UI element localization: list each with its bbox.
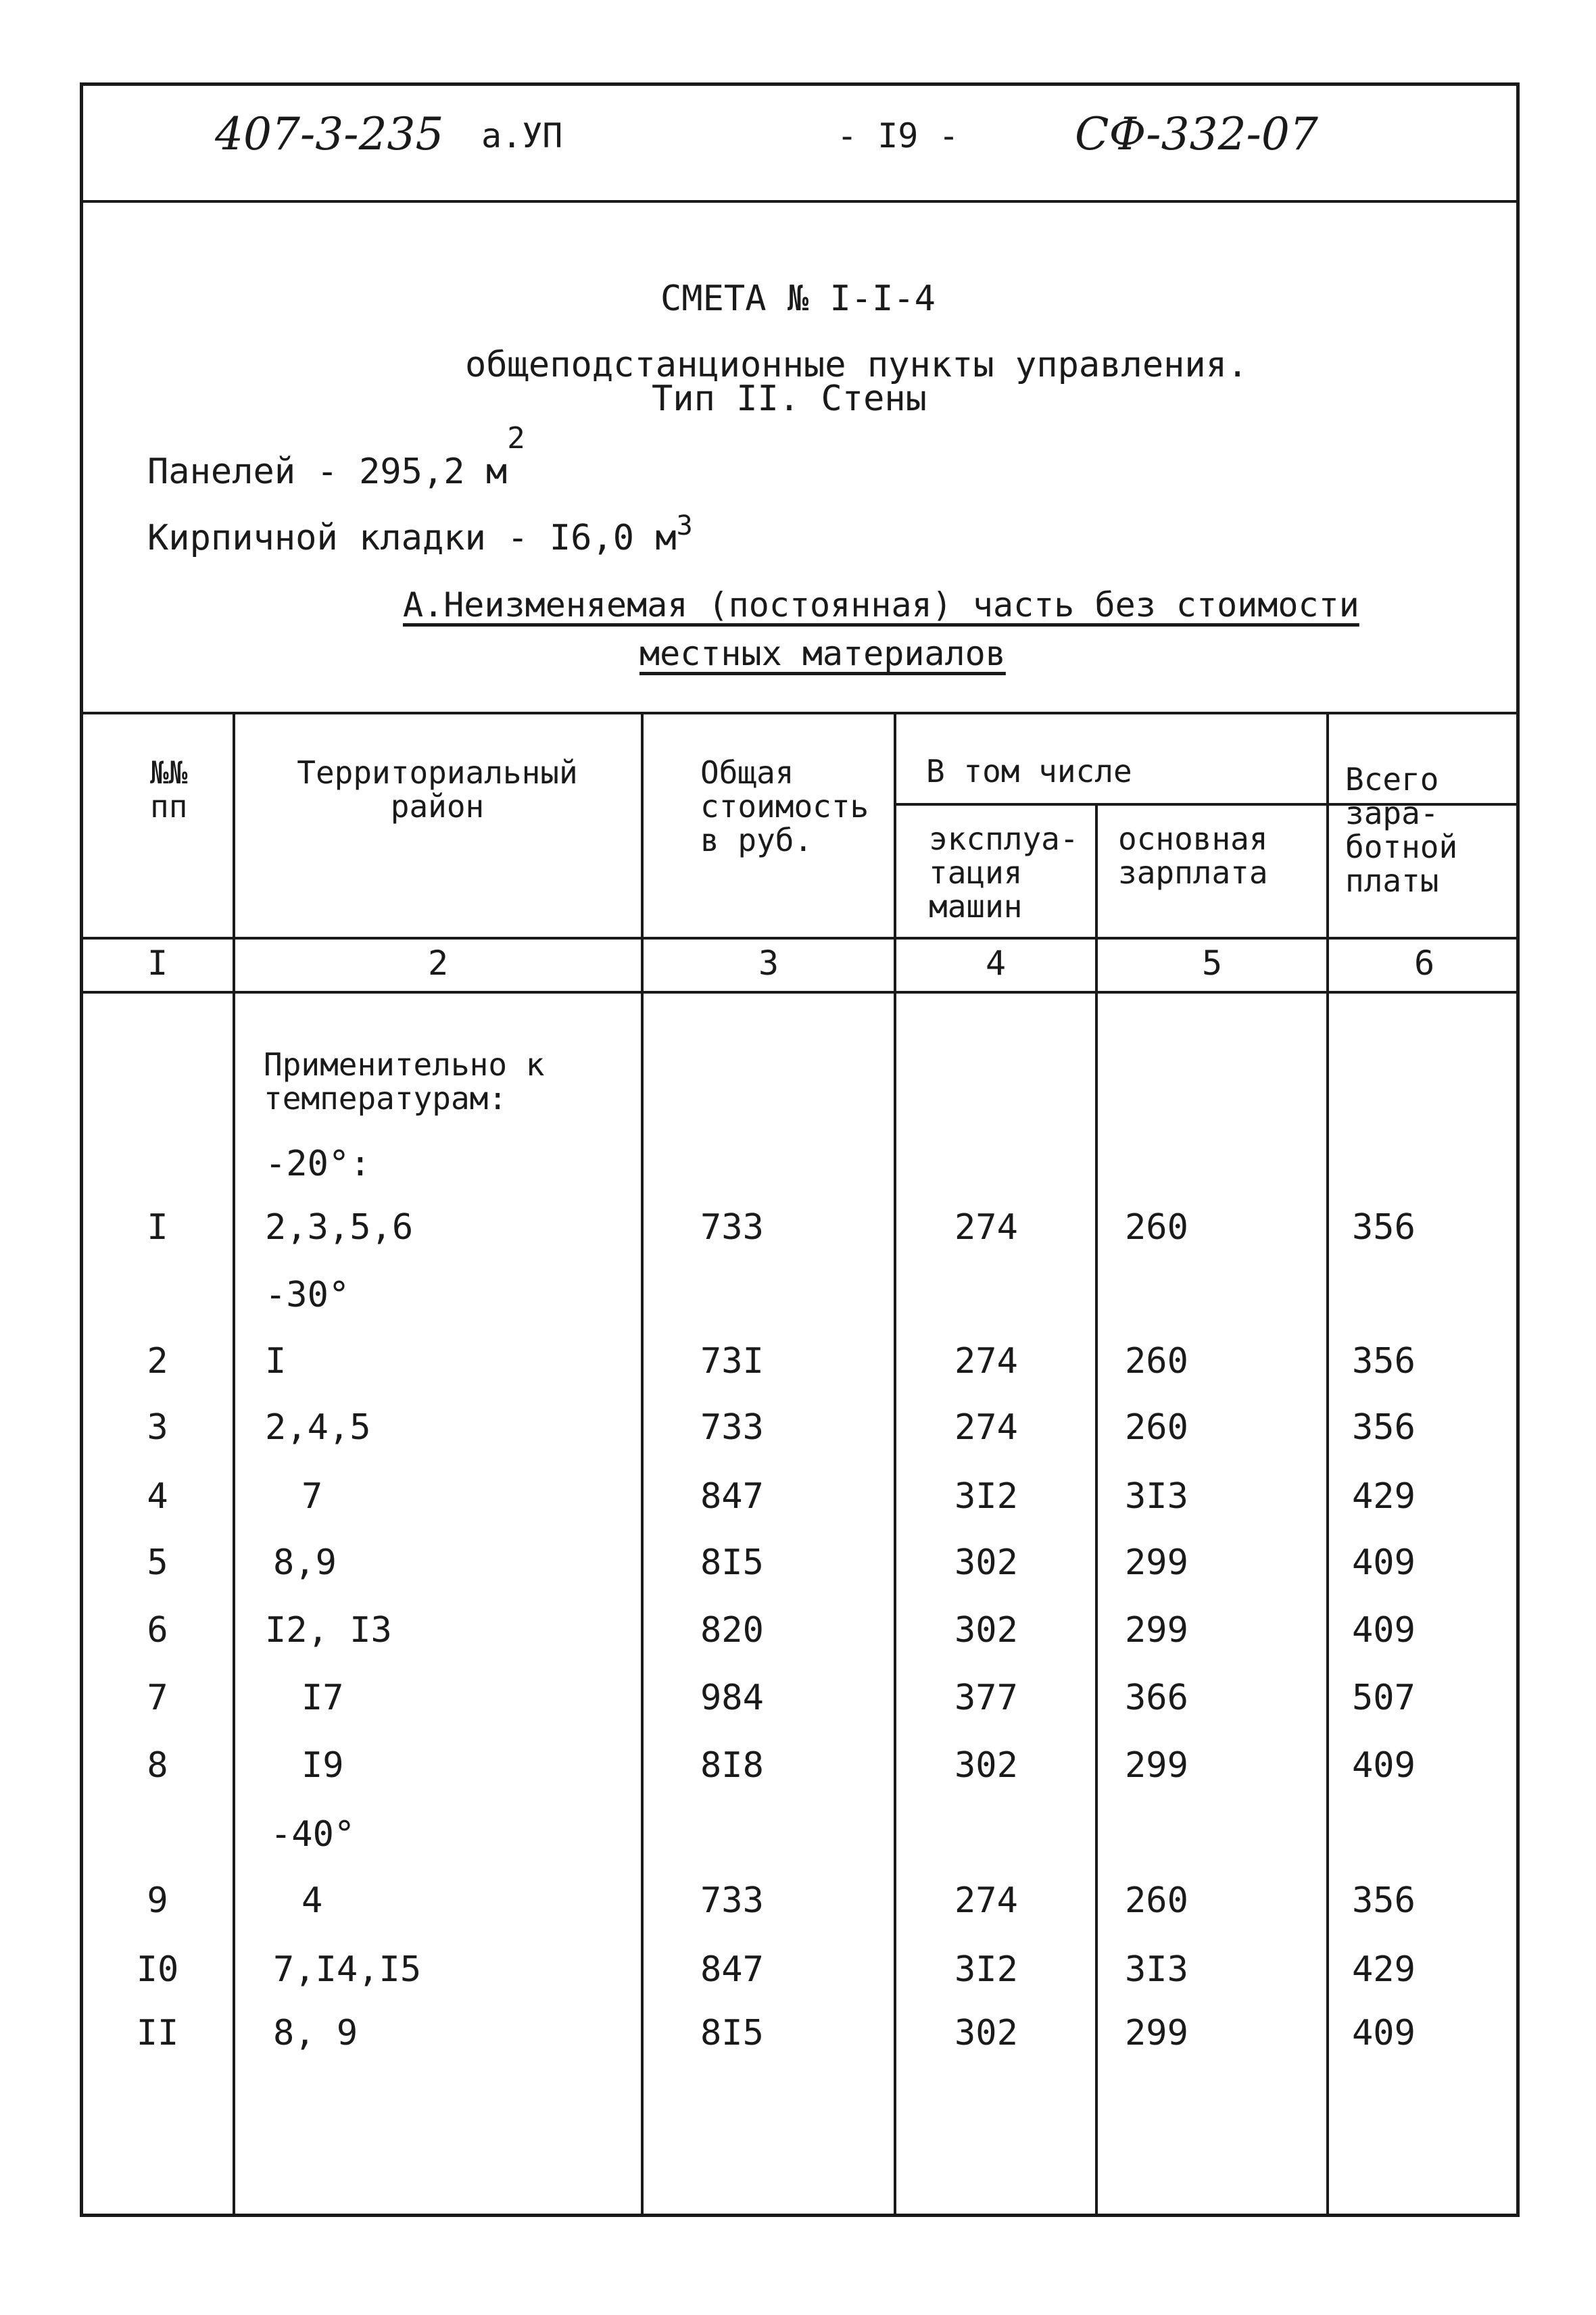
col-divider-1: [233, 712, 235, 2217]
colnum-1: I: [147, 944, 168, 983]
colnum-bottom-rule: [80, 991, 1520, 994]
cell-n: 8: [147, 1745, 168, 1786]
cell-n: 4: [147, 1476, 168, 1517]
col-divider-3: [894, 712, 896, 2217]
header-region: Территориальный район: [297, 754, 578, 825]
cell-wage: 366: [1125, 1678, 1188, 1718]
cell-region: 7: [301, 1476, 323, 1517]
doc-code-right: СФ-332-07: [1075, 108, 1318, 160]
cell-all: 429: [1352, 1476, 1416, 1517]
colnum-6: 6: [1413, 944, 1435, 983]
cell-all: 356: [1352, 1407, 1416, 1448]
header-total-wage: Всего зара- ботной платы: [1345, 761, 1458, 899]
cell-total: 8I5: [700, 2013, 764, 2053]
page-number: - I9 -: [837, 116, 959, 155]
header-bottom-rule: [80, 937, 1520, 940]
cell-all: 409: [1352, 1745, 1416, 1786]
cell-all: 356: [1352, 1880, 1416, 1921]
cell-total: 733: [700, 1207, 764, 1248]
cell-n: 9: [147, 1880, 168, 1921]
cell-wage: 260: [1125, 1407, 1188, 1448]
cell-mach: 302: [954, 1542, 1018, 1583]
cell-mach: 302: [954, 1610, 1018, 1651]
cell-wage: 299: [1125, 1610, 1188, 1651]
cell-region: 2,3,5,6: [265, 1207, 414, 1248]
cell-wage: 299: [1125, 2013, 1188, 2053]
cell-region: I9: [301, 1745, 344, 1786]
cell-n: II: [136, 2013, 179, 2053]
header-num: №№ пп: [150, 754, 188, 825]
cell-region: 8, 9: [273, 2013, 358, 2053]
section-heading: А.Неизменяемая (постоянная) часть без стоимости: [403, 585, 1359, 625]
header-divider: [80, 200, 1520, 203]
cell-wage: 260: [1125, 1207, 1188, 1248]
colnum-5: 5: [1201, 944, 1223, 983]
cell-n: 7: [147, 1678, 168, 1718]
header-group: В том числе: [926, 753, 1132, 789]
cell-all: 356: [1352, 1207, 1416, 1248]
cell-region: 2,4,5: [265, 1407, 371, 1448]
cell-wage: 299: [1125, 1542, 1188, 1583]
col-divider-5: [1326, 712, 1329, 2217]
cell-mach: 377: [954, 1678, 1018, 1718]
cell-wage: 260: [1125, 1341, 1188, 1382]
cell-region: I: [265, 1341, 287, 1382]
cell-wage: 3I3: [1125, 1476, 1188, 1517]
estimate-title: СМЕТА № I-I-4: [660, 278, 936, 319]
temp-label-40: -40°: [270, 1814, 356, 1855]
temp-label-30: -30°: [265, 1275, 350, 1315]
temp-label-20: -20°:: [265, 1144, 371, 1184]
cell-region: 4: [301, 1880, 323, 1921]
album-label: а.УП: [481, 116, 563, 155]
estimate-subtitle: общеподстанционные пункты управления.: [465, 345, 1249, 385]
cell-n: I0: [136, 1949, 179, 1990]
header-machines: эксплуа- тация машин: [929, 821, 1079, 925]
colnum-4: 4: [985, 944, 1007, 983]
cell-all: 409: [1352, 1610, 1416, 1651]
cell-n: I: [147, 1207, 168, 1248]
cell-wage: 3I3: [1125, 1949, 1188, 1990]
cell-total: 733: [700, 1880, 764, 1921]
cell-total: 820: [700, 1610, 764, 1651]
col-divider-4: [1095, 803, 1098, 2217]
header-wage: основная зарплата: [1118, 821, 1268, 891]
cell-all: 429: [1352, 1949, 1416, 1990]
cell-n: 2: [147, 1341, 168, 1382]
estimate-type: Тип II. Стены: [652, 379, 927, 419]
brick-quantity: Кирпичной кладки - I6,0 $м^3$: [147, 510, 693, 558]
cell-region: I2, I3: [265, 1610, 392, 1651]
cell-total: 847: [700, 1476, 764, 1517]
cell-mach: 3I2: [954, 1476, 1018, 1517]
cell-all: 409: [1352, 1542, 1416, 1583]
colnum-3: 3: [758, 944, 779, 983]
cell-total: 8I8: [700, 1745, 764, 1786]
cell-n: 5: [147, 1542, 168, 1583]
cell-region: 7,I4,I5: [273, 1949, 422, 1990]
cell-mach: 274: [954, 1880, 1018, 1921]
cell-total: 8I5: [700, 1542, 764, 1583]
cell-region: 8,9: [273, 1542, 337, 1583]
temperature-note: Применительно к температурам:: [264, 1046, 545, 1117]
cell-all: 356: [1352, 1341, 1416, 1382]
cell-all: 507: [1352, 1678, 1416, 1718]
panels-quantity: Панелей - 295,2 $м^2$: [147, 421, 525, 492]
header-total: Общая стоимость в руб.: [700, 754, 869, 858]
table-top-rule: [80, 712, 1520, 714]
cell-mach: 274: [954, 1207, 1018, 1248]
cell-mach: 3I2: [954, 1949, 1018, 1990]
cell-all: 409: [1352, 2013, 1416, 2053]
cell-region: I7: [301, 1678, 344, 1718]
cell-mach: 302: [954, 1745, 1018, 1786]
cell-mach: 274: [954, 1407, 1018, 1448]
section-heading-cont: местных материалов: [639, 634, 1006, 673]
cell-mach: 302: [954, 2013, 1018, 2053]
cell-mach: 274: [954, 1341, 1018, 1382]
colnum-2: 2: [427, 944, 449, 983]
col-divider-2: [641, 712, 644, 2217]
cell-total: 733: [700, 1407, 764, 1448]
cell-n: 6: [147, 1610, 168, 1651]
cell-total: 73I: [700, 1341, 764, 1382]
cell-wage: 260: [1125, 1880, 1188, 1921]
cell-total: 847: [700, 1949, 764, 1990]
cell-total: 984: [700, 1678, 764, 1718]
cell-n: 3: [147, 1407, 168, 1448]
cell-wage: 299: [1125, 1745, 1188, 1786]
doc-code-left: 407-3-235: [215, 108, 444, 160]
